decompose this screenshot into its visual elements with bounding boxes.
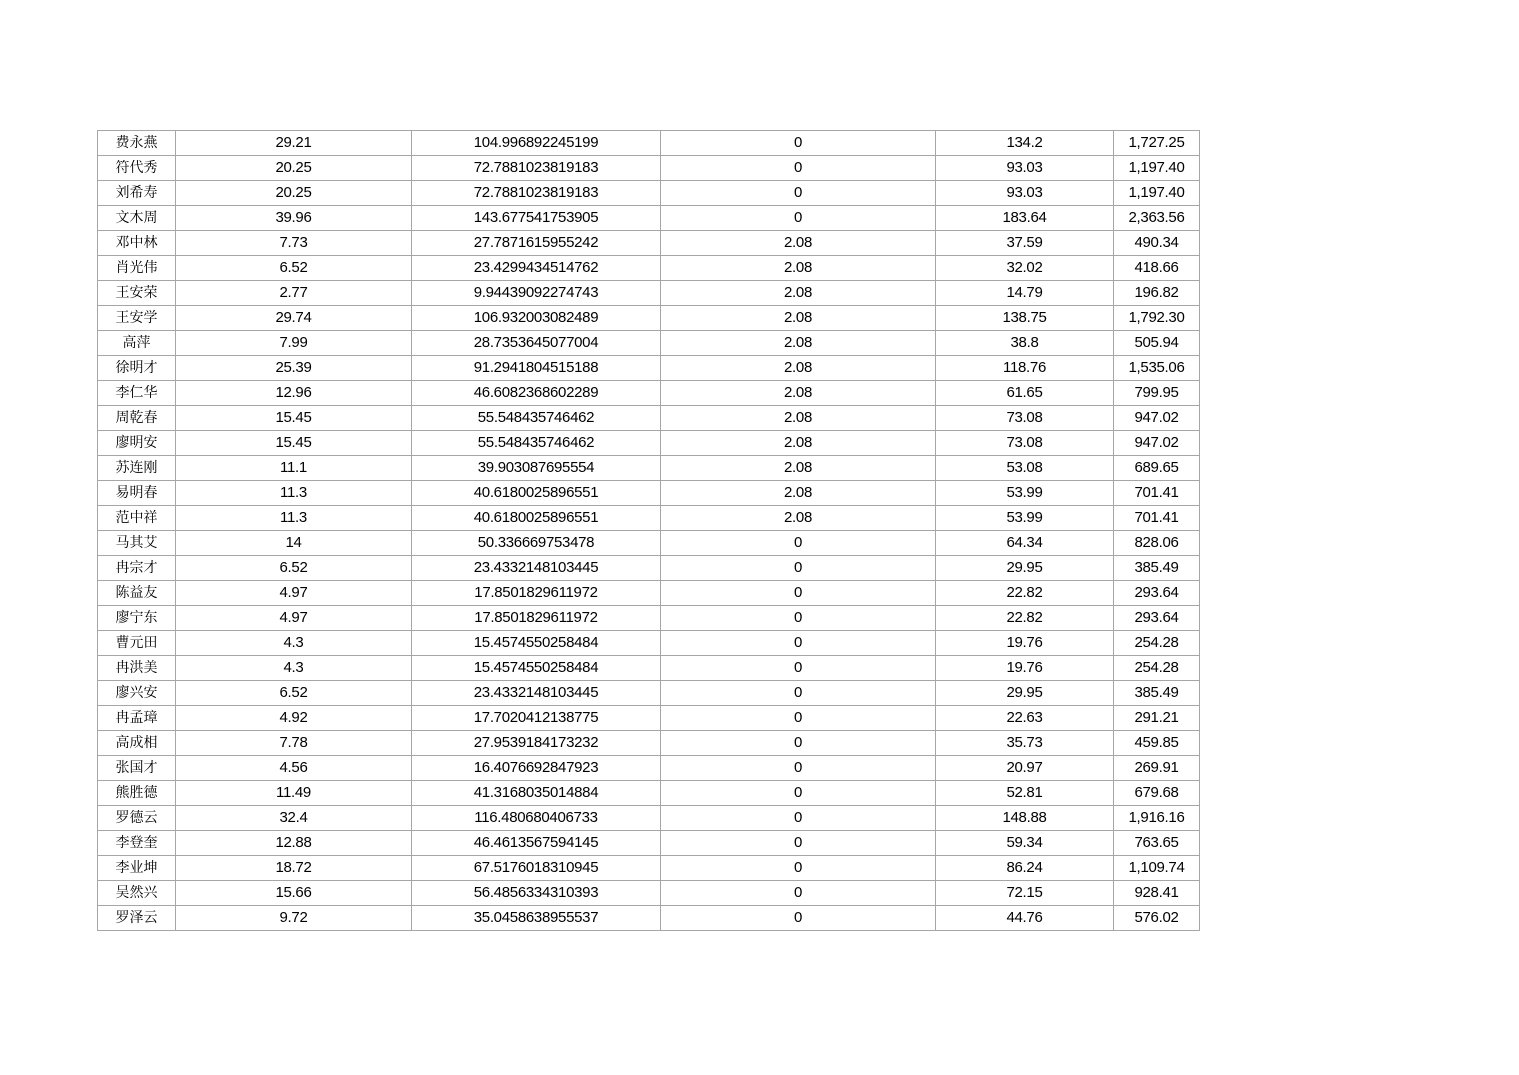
value-cell-d: 61.65	[936, 381, 1114, 406]
value-cell-b: 27.7871615955242	[412, 231, 661, 256]
value-cell-b: 91.2941804515188	[412, 356, 661, 381]
value-cell-d: 53.99	[936, 506, 1114, 531]
total-cell: 490.34	[1114, 231, 1200, 256]
value-cell-d: 22.82	[936, 581, 1114, 606]
name-cell: 肖光伟	[98, 256, 176, 281]
value-cell-a: 4.92	[176, 706, 412, 731]
total-cell: 1,109.74	[1114, 856, 1200, 881]
value-cell-b: 104.996892245199	[412, 131, 661, 156]
value-cell-c: 0	[661, 731, 936, 756]
value-cell-b: 55.548435746462	[412, 431, 661, 456]
total-cell: 928.41	[1114, 881, 1200, 906]
name-cell: 罗德云	[98, 806, 176, 831]
name-cell: 熊胜德	[98, 781, 176, 806]
name-cell: 冉宗才	[98, 556, 176, 581]
value-cell-b: 28.7353645077004	[412, 331, 661, 356]
table-row	[98, 331, 1200, 356]
name-cell: 罗泽云	[98, 906, 176, 931]
table-row	[98, 681, 1200, 706]
table-row	[98, 231, 1200, 256]
total-cell: 269.91	[1114, 756, 1200, 781]
total-cell: 701.41	[1114, 506, 1200, 531]
value-cell-d: 19.76	[936, 656, 1114, 681]
value-cell-c: 2.08	[661, 281, 936, 306]
value-cell-d: 183.64	[936, 206, 1114, 231]
table-row	[98, 881, 1200, 906]
name-cell: 冉洪美	[98, 656, 176, 681]
value-cell-d: 52.81	[936, 781, 1114, 806]
value-cell-c: 0	[661, 906, 936, 931]
value-cell-a: 29.74	[176, 306, 412, 331]
value-cell-a: 20.25	[176, 156, 412, 181]
table-row	[98, 631, 1200, 656]
value-cell-d: 59.34	[936, 831, 1114, 856]
total-cell: 291.21	[1114, 706, 1200, 731]
value-cell-b: 9.94439092274743	[412, 281, 661, 306]
total-cell: 505.94	[1114, 331, 1200, 356]
name-cell: 高萍	[98, 331, 176, 356]
table-row	[98, 406, 1200, 431]
value-cell-d: 19.76	[936, 631, 1114, 656]
value-cell-c: 0	[661, 206, 936, 231]
total-cell: 701.41	[1114, 481, 1200, 506]
table-row	[98, 481, 1200, 506]
value-cell-a: 14	[176, 531, 412, 556]
name-cell: 符代秀	[98, 156, 176, 181]
total-cell: 763.65	[1114, 831, 1200, 856]
value-cell-d: 22.63	[936, 706, 1114, 731]
value-cell-a: 4.3	[176, 656, 412, 681]
value-cell-a: 18.72	[176, 856, 412, 881]
name-cell: 吴然兴	[98, 881, 176, 906]
value-cell-c: 0	[661, 831, 936, 856]
table-row	[98, 831, 1200, 856]
value-cell-b: 72.7881023819183	[412, 156, 661, 181]
total-cell: 418.66	[1114, 256, 1200, 281]
value-cell-a: 25.39	[176, 356, 412, 381]
name-cell: 陈益友	[98, 581, 176, 606]
value-cell-c: 0	[661, 531, 936, 556]
value-cell-d: 93.03	[936, 181, 1114, 206]
value-cell-d: 53.08	[936, 456, 1114, 481]
value-cell-b: 116.480680406733	[412, 806, 661, 831]
total-cell: 385.49	[1114, 681, 1200, 706]
table-row	[98, 656, 1200, 681]
value-cell-c: 0	[661, 881, 936, 906]
total-cell: 254.28	[1114, 656, 1200, 681]
value-cell-c: 0	[661, 181, 936, 206]
name-cell: 廖明安	[98, 431, 176, 456]
name-cell: 廖宁东	[98, 606, 176, 631]
table-row	[98, 531, 1200, 556]
value-cell-c: 2.08	[661, 231, 936, 256]
value-cell-a: 11.49	[176, 781, 412, 806]
total-cell: 1,197.40	[1114, 181, 1200, 206]
total-cell: 196.82	[1114, 281, 1200, 306]
value-cell-c: 0	[661, 856, 936, 881]
value-cell-c: 0	[661, 681, 936, 706]
value-cell-d: 22.82	[936, 606, 1114, 631]
name-cell: 李登奎	[98, 831, 176, 856]
value-cell-d: 73.08	[936, 431, 1114, 456]
value-cell-c: 0	[661, 631, 936, 656]
total-cell: 947.02	[1114, 406, 1200, 431]
value-cell-b: 23.4332148103445	[412, 681, 661, 706]
value-cell-a: 12.88	[176, 831, 412, 856]
value-cell-d: 72.15	[936, 881, 1114, 906]
total-cell: 679.68	[1114, 781, 1200, 806]
value-cell-d: 32.02	[936, 256, 1114, 281]
value-cell-c: 2.08	[661, 256, 936, 281]
value-cell-b: 40.6180025896551	[412, 506, 661, 531]
value-cell-d: 37.59	[936, 231, 1114, 256]
value-cell-c: 2.08	[661, 356, 936, 381]
data-table	[97, 130, 1200, 931]
table-row	[98, 356, 1200, 381]
value-cell-a: 15.45	[176, 406, 412, 431]
total-cell: 459.85	[1114, 731, 1200, 756]
value-cell-d: 44.76	[936, 906, 1114, 931]
value-cell-b: 46.6082368602289	[412, 381, 661, 406]
value-cell-a: 6.52	[176, 556, 412, 581]
table-row	[98, 181, 1200, 206]
value-cell-a: 4.97	[176, 606, 412, 631]
table-row	[98, 506, 1200, 531]
value-cell-d: 148.88	[936, 806, 1114, 831]
name-cell: 文木周	[98, 206, 176, 231]
value-cell-c: 2.08	[661, 331, 936, 356]
table-row	[98, 431, 1200, 456]
value-cell-d: 38.8	[936, 331, 1114, 356]
name-cell: 马其艾	[98, 531, 176, 556]
value-cell-d: 29.95	[936, 681, 1114, 706]
name-cell: 张国才	[98, 756, 176, 781]
total-cell: 293.64	[1114, 606, 1200, 631]
value-cell-d: 134.2	[936, 131, 1114, 156]
total-cell: 254.28	[1114, 631, 1200, 656]
name-cell: 易明春	[98, 481, 176, 506]
total-cell: 1,727.25	[1114, 131, 1200, 156]
value-cell-a: 4.97	[176, 581, 412, 606]
table-row	[98, 306, 1200, 331]
table-row	[98, 131, 1200, 156]
value-cell-a: 11.3	[176, 481, 412, 506]
name-cell: 王安荣	[98, 281, 176, 306]
total-cell: 293.64	[1114, 581, 1200, 606]
value-cell-c: 0	[661, 156, 936, 181]
value-cell-b: 67.5176018310945	[412, 856, 661, 881]
table-row	[98, 381, 1200, 406]
table-row	[98, 606, 1200, 631]
value-cell-c: 0	[661, 706, 936, 731]
value-cell-c: 0	[661, 756, 936, 781]
value-cell-d: 138.75	[936, 306, 1114, 331]
value-cell-c: 0	[661, 131, 936, 156]
table-row	[98, 456, 1200, 481]
table-row	[98, 856, 1200, 881]
total-cell: 799.95	[1114, 381, 1200, 406]
value-cell-a: 12.96	[176, 381, 412, 406]
value-cell-a: 29.21	[176, 131, 412, 156]
table-row	[98, 706, 1200, 731]
value-cell-c: 2.08	[661, 456, 936, 481]
value-cell-b: 17.8501829611972	[412, 581, 661, 606]
name-cell: 苏连刚	[98, 456, 176, 481]
value-cell-b: 27.9539184173232	[412, 731, 661, 756]
name-cell: 费永燕	[98, 131, 176, 156]
table-row	[98, 281, 1200, 306]
value-cell-a: 32.4	[176, 806, 412, 831]
value-cell-a: 11.1	[176, 456, 412, 481]
value-cell-a: 7.99	[176, 331, 412, 356]
value-cell-d: 29.95	[936, 556, 1114, 581]
value-cell-c: 2.08	[661, 381, 936, 406]
table-row	[98, 906, 1200, 931]
value-cell-b: 15.4574550258484	[412, 656, 661, 681]
total-cell: 576.02	[1114, 906, 1200, 931]
value-cell-b: 16.4076692847923	[412, 756, 661, 781]
table-row	[98, 806, 1200, 831]
table-row	[98, 781, 1200, 806]
value-cell-b: 23.4332148103445	[412, 556, 661, 581]
table-row	[98, 556, 1200, 581]
name-cell: 邓中林	[98, 231, 176, 256]
table-body	[98, 131, 1200, 931]
name-cell: 范中祥	[98, 506, 176, 531]
value-cell-a: 15.45	[176, 431, 412, 456]
name-cell: 周乾春	[98, 406, 176, 431]
value-cell-d: 53.99	[936, 481, 1114, 506]
value-cell-a: 6.52	[176, 681, 412, 706]
total-cell: 1,197.40	[1114, 156, 1200, 181]
value-cell-b: 72.7881023819183	[412, 181, 661, 206]
value-cell-a: 9.72	[176, 906, 412, 931]
value-cell-b: 17.8501829611972	[412, 606, 661, 631]
value-cell-d: 35.73	[936, 731, 1114, 756]
value-cell-b: 35.0458638955537	[412, 906, 661, 931]
value-cell-d: 73.08	[936, 406, 1114, 431]
value-cell-d: 14.79	[936, 281, 1114, 306]
table-row	[98, 256, 1200, 281]
value-cell-b: 15.4574550258484	[412, 631, 661, 656]
value-cell-c: 0	[661, 556, 936, 581]
value-cell-c: 0	[661, 656, 936, 681]
name-cell: 曹元田	[98, 631, 176, 656]
total-cell: 689.65	[1114, 456, 1200, 481]
value-cell-c: 0	[661, 781, 936, 806]
value-cell-b: 23.4299434514762	[412, 256, 661, 281]
value-cell-c: 0	[661, 606, 936, 631]
value-cell-b: 56.4856334310393	[412, 881, 661, 906]
value-cell-c: 2.08	[661, 481, 936, 506]
name-cell: 冉孟璋	[98, 706, 176, 731]
total-cell: 2,363.56	[1114, 206, 1200, 231]
value-cell-a: 7.78	[176, 731, 412, 756]
value-cell-d: 118.76	[936, 356, 1114, 381]
value-cell-a: 15.66	[176, 881, 412, 906]
value-cell-d: 64.34	[936, 531, 1114, 556]
value-cell-c: 2.08	[661, 506, 936, 531]
total-cell: 385.49	[1114, 556, 1200, 581]
name-cell: 高成相	[98, 731, 176, 756]
value-cell-b: 50.336669753478	[412, 531, 661, 556]
name-cell: 李仁华	[98, 381, 176, 406]
total-cell: 947.02	[1114, 431, 1200, 456]
value-cell-b: 39.903087695554	[412, 456, 661, 481]
table-row	[98, 731, 1200, 756]
name-cell: 刘希寿	[98, 181, 176, 206]
value-cell-b: 143.677541753905	[412, 206, 661, 231]
value-cell-a: 11.3	[176, 506, 412, 531]
value-cell-d: 93.03	[936, 156, 1114, 181]
value-cell-b: 55.548435746462	[412, 406, 661, 431]
value-cell-c: 2.08	[661, 306, 936, 331]
name-cell: 廖兴安	[98, 681, 176, 706]
total-cell: 1,916.16	[1114, 806, 1200, 831]
total-cell: 828.06	[1114, 531, 1200, 556]
value-cell-a: 6.52	[176, 256, 412, 281]
table-row	[98, 756, 1200, 781]
value-cell-c: 2.08	[661, 406, 936, 431]
value-cell-c: 0	[661, 806, 936, 831]
value-cell-d: 86.24	[936, 856, 1114, 881]
value-cell-a: 4.3	[176, 631, 412, 656]
total-cell: 1,535.06	[1114, 356, 1200, 381]
value-cell-c: 2.08	[661, 431, 936, 456]
value-cell-a: 39.96	[176, 206, 412, 231]
name-cell: 李业坤	[98, 856, 176, 881]
name-cell: 王安学	[98, 306, 176, 331]
table-row	[98, 206, 1200, 231]
name-cell: 徐明才	[98, 356, 176, 381]
value-cell-b: 106.932003082489	[412, 306, 661, 331]
value-cell-a: 7.73	[176, 231, 412, 256]
table-row	[98, 156, 1200, 181]
value-cell-a: 2.77	[176, 281, 412, 306]
value-cell-b: 40.6180025896551	[412, 481, 661, 506]
value-cell-b: 46.4613567594145	[412, 831, 661, 856]
total-cell: 1,792.30	[1114, 306, 1200, 331]
value-cell-d: 20.97	[936, 756, 1114, 781]
table-row	[98, 581, 1200, 606]
value-cell-c: 0	[661, 581, 936, 606]
value-cell-b: 41.3168035014884	[412, 781, 661, 806]
value-cell-a: 20.25	[176, 181, 412, 206]
value-cell-b: 17.7020412138775	[412, 706, 661, 731]
value-cell-a: 4.56	[176, 756, 412, 781]
